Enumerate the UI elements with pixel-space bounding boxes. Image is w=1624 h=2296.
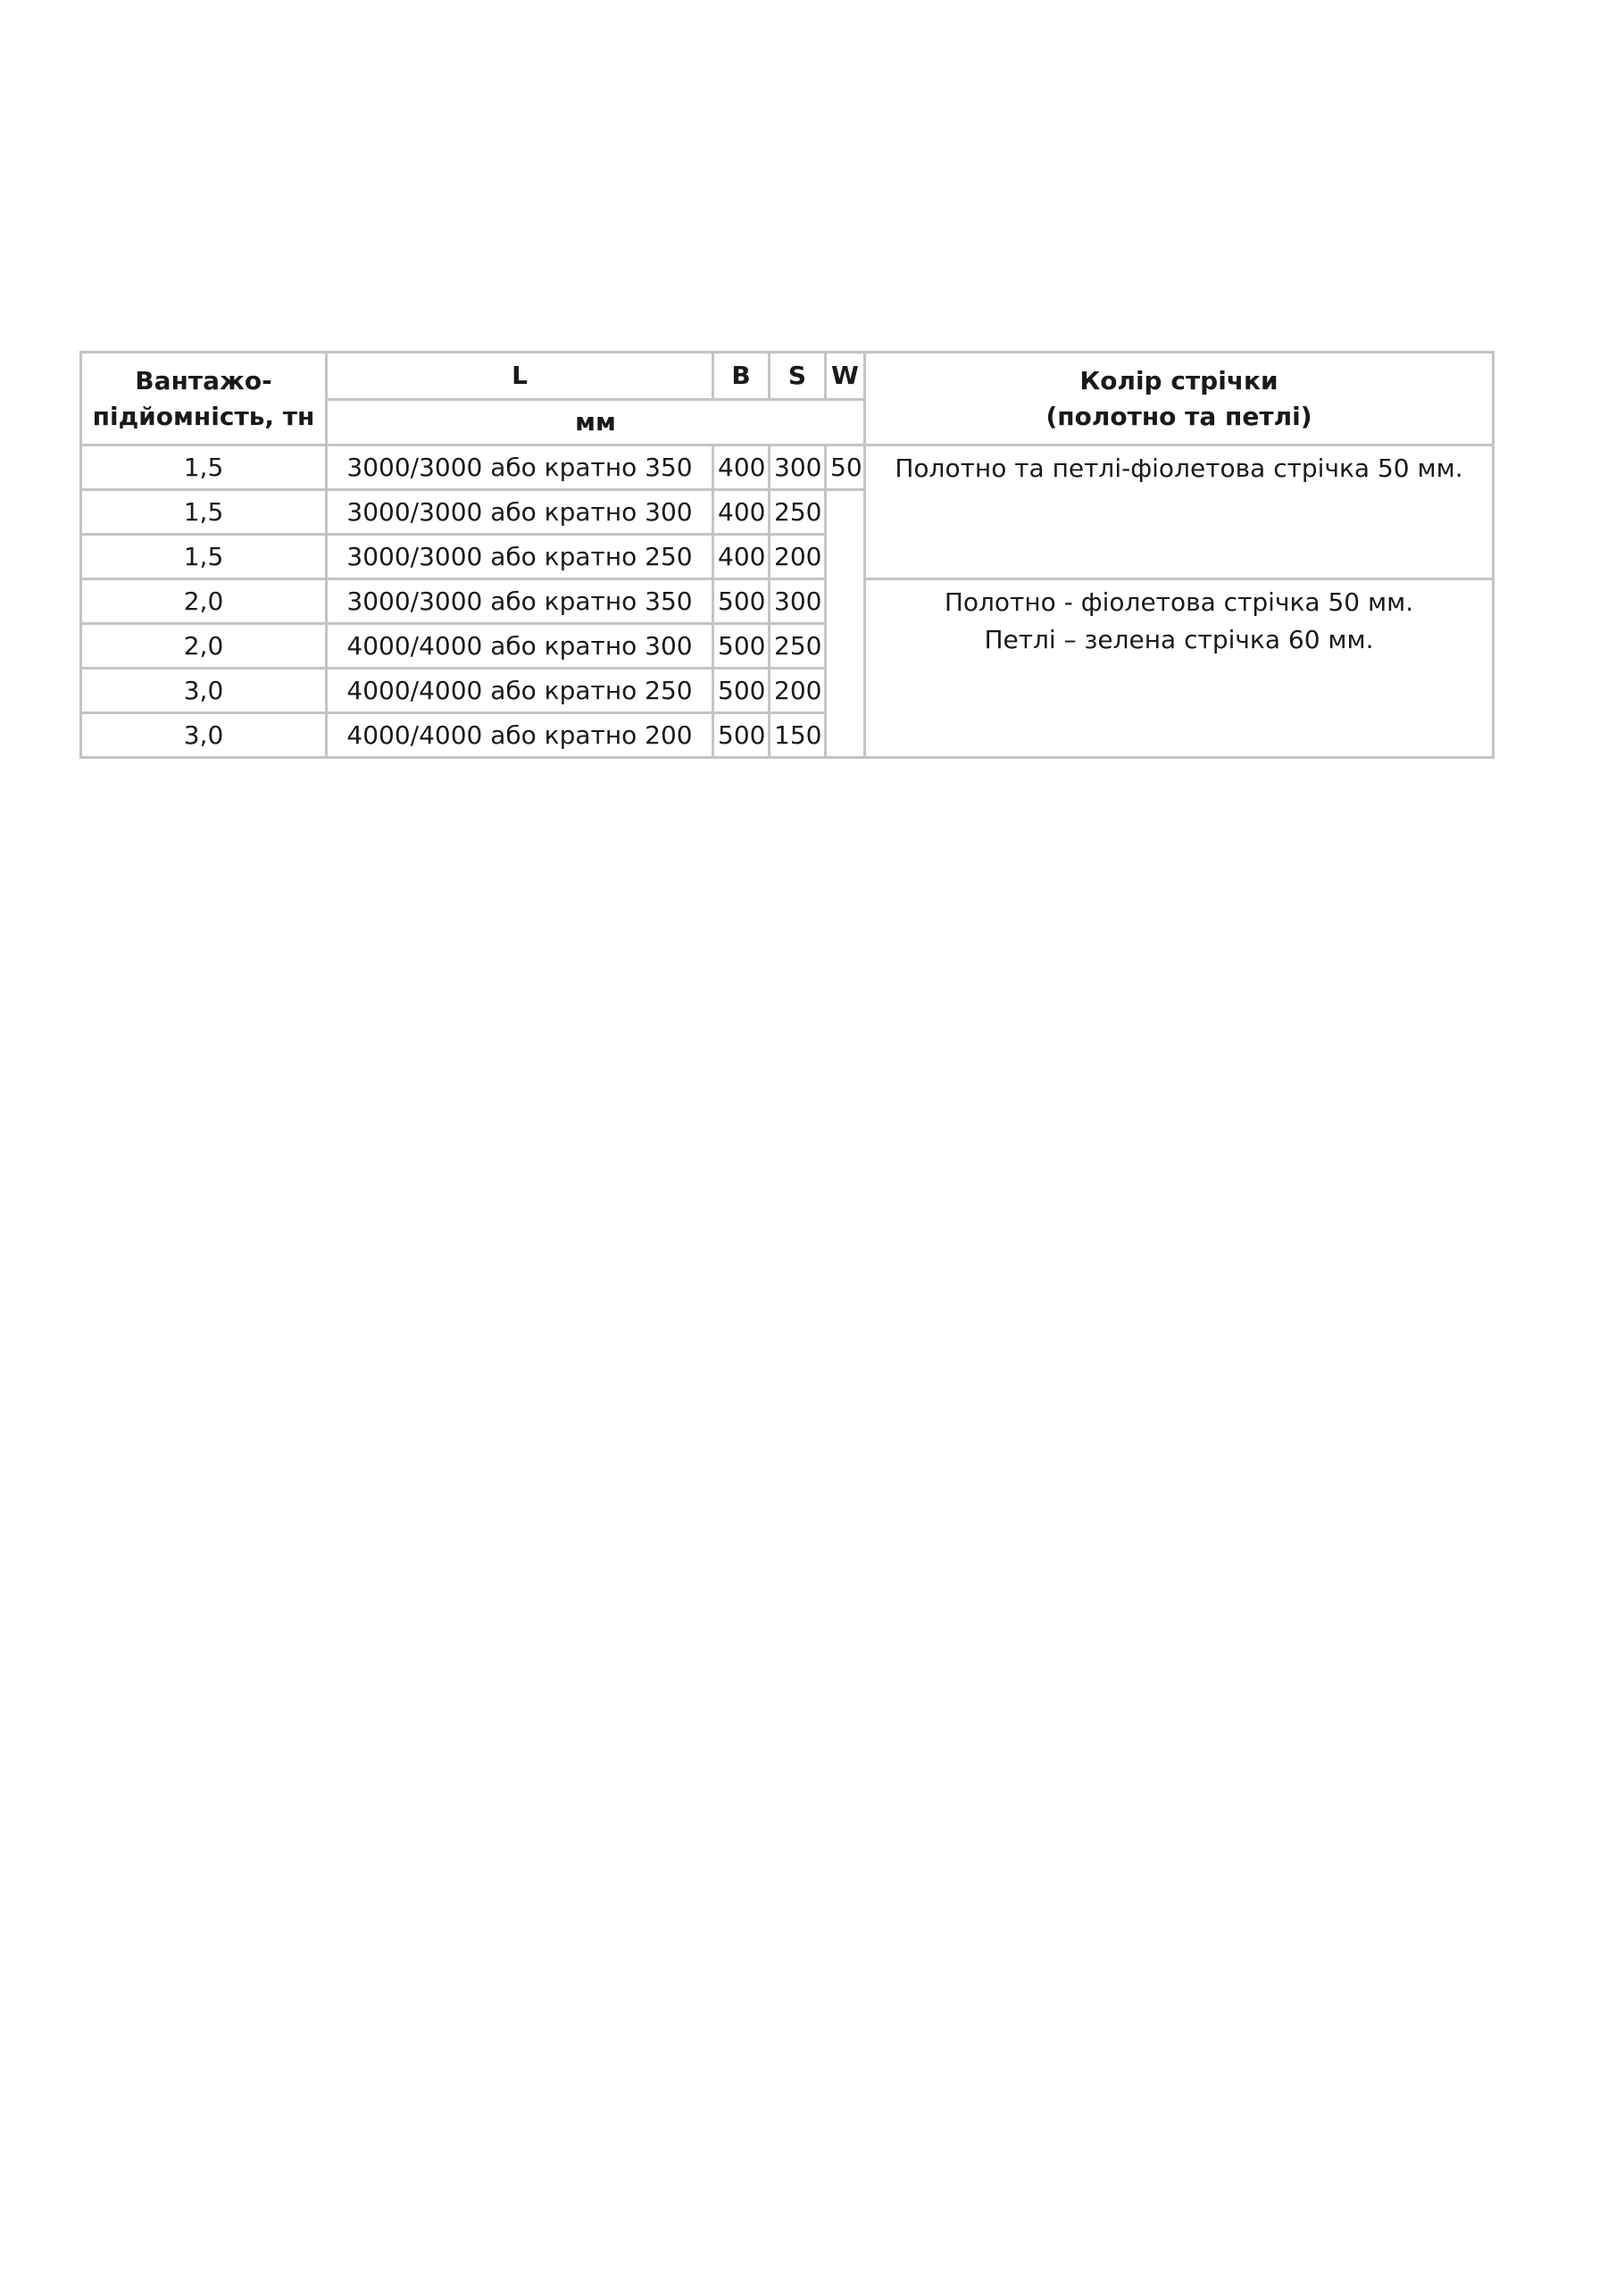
size-s-cell: 200 [770,669,826,713]
length-cell: 4000/4000 або кратно 300 [327,624,713,669]
width-w-header: W [826,353,865,400]
units-header: мм [327,400,865,445]
table-row [81,445,1494,490]
color-header [865,353,1494,445]
length-cell: 3000/3000 або кратно 350 [327,445,713,490]
capacity-header [81,353,327,445]
color-description-group2 [865,579,1494,758]
color-description-group1: Полотно та петлі-фіолетова стрічка 50 мм. [865,445,1494,579]
capacity-cell: 3,0 [81,713,327,758]
length-cell: 3000/3000 або кратно 300 [327,490,713,535]
capacity-header-line1: Вантажо- [135,365,272,395]
size-s-cell: 250 [770,490,826,535]
length-cell: 3000/3000 або кратно 250 [327,535,713,579]
capacity-header-line2: підйомність, тн [92,401,315,431]
width-b-cell: 500 [713,624,770,669]
capacity-cell: 3,0 [81,669,327,713]
capacity-cell: 1,5 [81,490,327,535]
color-header-line2: (полотно та петлі) [1045,401,1312,431]
width-b-cell: 500 [713,669,770,713]
length-cell: 4000/4000 або кратно 250 [327,669,713,713]
length-cell: 3000/3000 або кратно 350 [327,579,713,624]
size-s-cell: 150 [770,713,826,758]
size-s-cell: 300 [770,579,826,624]
capacity-cell: 2,0 [81,624,327,669]
color-group2-line1: Полотно - фіолетова стрічка 50 мм. [944,587,1414,617]
capacity-cell: 1,5 [81,445,327,490]
length-header: L [327,353,713,400]
width-b-cell: 400 [713,535,770,579]
capacity-cell: 2,0 [81,579,327,624]
size-s-cell: 300 [770,445,826,490]
width-w-empty-cell [826,490,865,758]
width-b-cell: 400 [713,445,770,490]
width-b-cell: 500 [713,579,770,624]
capacity-cell: 1,5 [81,535,327,579]
size-s-cell: 250 [770,624,826,669]
spec-table [79,351,1495,759]
table-row [81,579,1494,624]
width-b-header: B [713,353,770,400]
color-header-line1: Колір стрічки [1079,365,1278,395]
width-b-cell: 400 [713,490,770,535]
header-row [81,353,1494,400]
width-w-cell: 50 [826,445,865,490]
size-s-cell: 200 [770,535,826,579]
size-s-header: S [770,353,826,400]
length-cell: 4000/4000 або кратно 200 [327,713,713,758]
width-b-cell: 500 [713,713,770,758]
color-group2-line2: Петлі – зелена стрічка 60 мм. [984,625,1374,654]
